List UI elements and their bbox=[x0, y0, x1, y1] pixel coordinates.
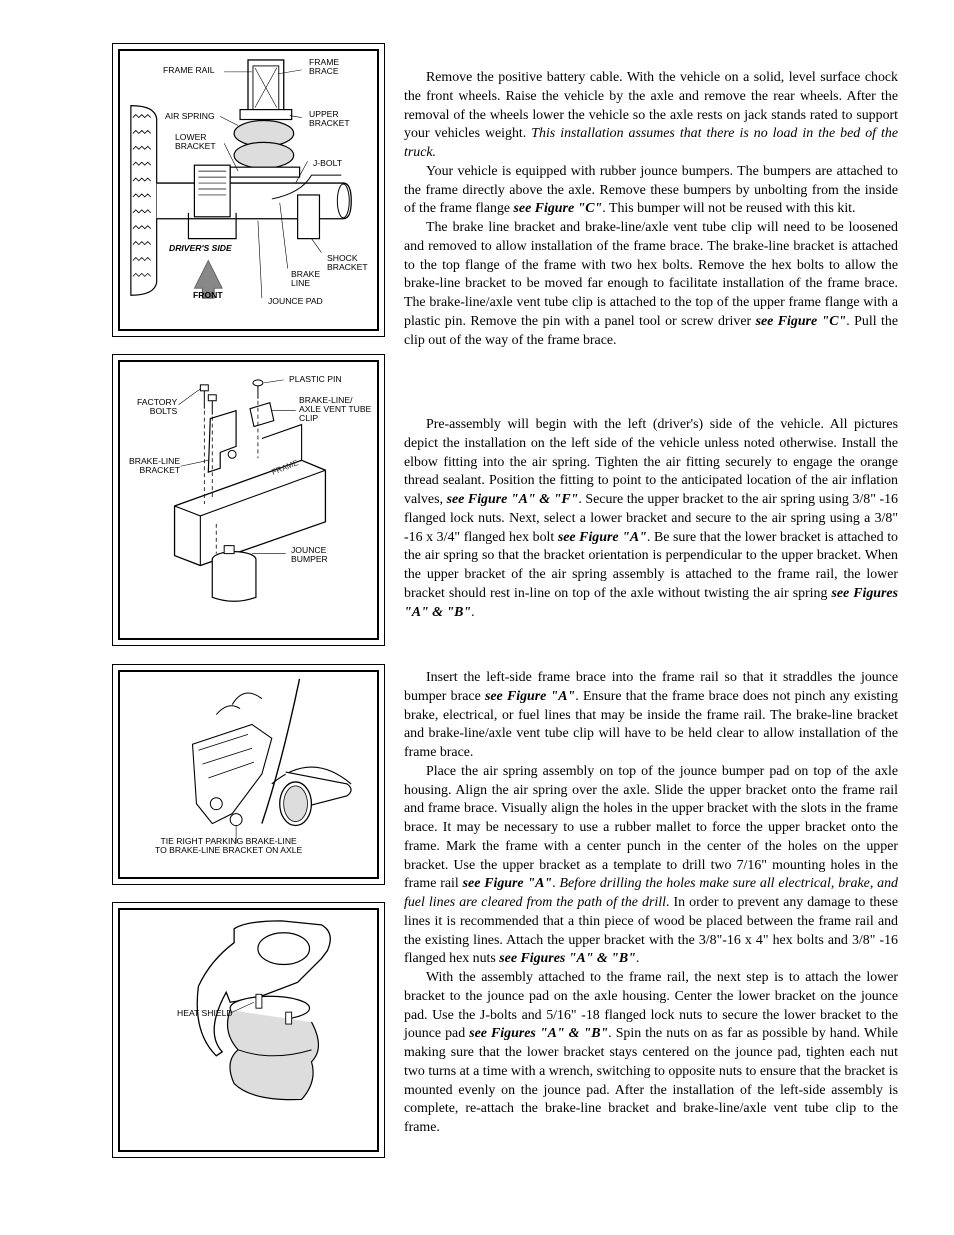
label-brake-line: BRAKE LINE bbox=[291, 269, 321, 288]
figure-reference: see Figure "C" bbox=[755, 313, 847, 329]
paragraph-lower-bracket bbox=[404, 969, 898, 1138]
label-air-spring: AIR SPRING bbox=[165, 111, 215, 121]
text-run: Your vehicle is equipped with rubber jounce bumpers. The bumpers are attached to the frame directly above the axle. Remove these bumpers by unbolting from the inside of the frame flange bbox=[404, 163, 898, 217]
text-run: . Be sure that the lower bracket is attached to the air spring so that the bracket orientation is perpendicular to the upper bracket. When the upper bracket of the air spring assembly is attached to the frame rail, the lower bracket should rest in-line on top of the axle without twisting the air spring bbox=[404, 529, 898, 601]
label-upper-bracket: UPPER BRACKET bbox=[309, 109, 350, 128]
label-jounce-pad: JOUNCE PAD bbox=[268, 296, 323, 306]
label-front: FRONT bbox=[193, 290, 223, 300]
text-run: . bbox=[635, 951, 640, 967]
label-frame-rail: FRAME RAIL bbox=[163, 65, 215, 75]
text-run: Place the air spring assembly on top of the jounce bumper pad on top of the axle housing. Align the air spring over the axle. Slide the upper bracket onto the frame rail and frame brace. Visually align the holes in the upper bracket with the slots in the frame brace. It may be necessary to use a rubber mallet to force the upper bracket onto the frame. Mark the frame with a center punch in the center of the holes on the upper bracket. Use the upper bracket as a template to drill two 7/16" mounting holes in the frame rail bbox=[404, 763, 898, 892]
text-run: . This bumper will not be reused with this kit. bbox=[602, 201, 856, 217]
heat-shield-air-spring-drawing bbox=[113, 903, 384, 1157]
figure-reference: see Figure "C" bbox=[513, 201, 603, 217]
text-run: With the assembly attached to the frame rail, the next step is to attach the lower bracket to the jounce pad on the axle housing. Center the lower bracket on the jounce pad. Use the J-bolts and 5/16" -18 flanged lock nuts to secure the lower bracket to the jounce pad bbox=[404, 970, 898, 1042]
air-spring-assembly-drawing bbox=[113, 44, 384, 336]
figure-reference: see Figures "A" & "B" bbox=[499, 951, 636, 967]
paragraph-battery-and-lift bbox=[404, 69, 898, 163]
text-run: . Spin the nuts on as far as possible by hand. While making sure that the lower bracket stays centered on the jounce pad, tighten each nut two turns at a time with a wrench, switching to opposite nuts to ensure that the bracket is mounted evenly on the jounce pad. After the installation of the left-side assembly is complete, re-attach the brake-line bracket and brake-line/axle vent tube clip to the frame. bbox=[404, 1026, 898, 1135]
figure-reference: see Figure "A" bbox=[484, 688, 576, 704]
label-lower-bracket: LOWER BRACKET bbox=[175, 132, 216, 151]
instructions-section-installation bbox=[404, 669, 898, 1138]
instructions-section-preassembly bbox=[404, 416, 898, 622]
label-heat-shield: HEAT SHIELD bbox=[177, 1008, 233, 1018]
label-brake-line-bracket: BRAKE-LINE BRACKET bbox=[129, 456, 181, 475]
text-run: The brake line bracket and brake-line/axle vent tube clip will need to be loosened and removed to allow installation of the frame brace. The brake-line bracket is attached to the top flange of the frame with two hex bolts. Remove the hex bolts to allow the brake-line bracket to be moved far enough to facilitate installation of the frame brace. The brake-line/axle vent tube clip is attached to the top of the upper frame flange with a plastic pin. Remove the pin with a panel tool or screw driver bbox=[404, 220, 898, 329]
paragraph-jounce-bumpers bbox=[404, 163, 898, 219]
figure-reference: see Figure "A" bbox=[557, 529, 647, 545]
label-plastic-pin: PLASTIC PIN bbox=[289, 374, 342, 384]
paragraph-air-spring-placement bbox=[404, 763, 898, 969]
paragraph-preassembly bbox=[404, 416, 898, 622]
note-no-load: This installation assumes that there is no load in the bed of the truck. bbox=[404, 126, 898, 160]
label-frame: FRAME bbox=[270, 458, 300, 477]
figure-heat-shield bbox=[112, 902, 385, 1158]
label-tie-parking-brake-caption: TIE RIGHT PARKING BRAKE-LINE TO BRAKE-LINE BRACKET ON AXLE bbox=[155, 836, 303, 855]
instructions-section-removal bbox=[404, 69, 898, 350]
figure-brake-line-bracket bbox=[112, 354, 385, 646]
text-run: . Secure the upper bracket to the air spring using 3/8" -16 flanged lock nuts. Next, select a lower bracket and secure to the air spring using a 3/8" -16 x 3/4" flanged hex bolt bbox=[404, 492, 898, 545]
text-run: Remove the positive battery cable. With the vehicle on a solid, level surface chock the front wheels. Raise the vehicle by the axle and remove the rear wheels. After the removal of the wheels lower the vehicle so the axle rests on jack stands rated to support your vehicles weight. bbox=[404, 70, 898, 142]
figure-reference: see Figures "A" & "B" bbox=[469, 1026, 609, 1042]
figure-reference: see Figure "A" bbox=[462, 876, 553, 892]
text-run: . Ensure that the frame brace does not pinch any existing brake, electrical, or fuel lines that may be inside the frame rail. The brake-line bracket and brake-line/axle vent tube clip will have to be held clear to allow installation of the frame brace. bbox=[404, 688, 898, 760]
text-run: . In order to prevent any damage to these lines it is recommended that a thin piece of wood be placed between the frame rail and the existing lines. Attach the upper bracket with the 3/8"-16 x 4" hex bolts and 3/8" -16 flanged hex nuts bbox=[404, 895, 898, 967]
label-brake-line-axle-clip: BRAKE-LINE/ AXLE VENT TUBE CLIP bbox=[299, 395, 372, 423]
figure-reference: see Figures "A" & "B" bbox=[404, 585, 898, 620]
figure-air-spring-overview bbox=[112, 43, 385, 337]
text-run: . Pull the clip out of the way of the frame brace. bbox=[404, 313, 898, 348]
text-run: . bbox=[552, 876, 560, 892]
label-frame-brace: FRAME BRACE bbox=[309, 57, 340, 76]
label-j-bolt: J-BOLT bbox=[313, 158, 342, 168]
label-drivers-side: DRIVER'S SIDE bbox=[169, 243, 232, 253]
text-run: Pre-assembly will begin with the left (driver's) side of the vehicle. All pictures depict the installation on the left side of the vehicle unless noted otherwise. Install the elbow fitting into the air spring. Tighten the air fitting securely to engage the orange thread sealant. Position the fitting to point to the anticipated location of the air inflation valves, bbox=[404, 417, 898, 507]
paragraph-frame-brace bbox=[404, 669, 898, 763]
warning-drilling: Before drilling the holes make sure all electrical, brake, and fuel lines are cleared from the path of the drill bbox=[404, 876, 898, 910]
label-factory-bolts: FACTORY BOLTS bbox=[137, 397, 178, 416]
paragraph-brake-line-bracket bbox=[404, 219, 898, 350]
figure-reference: see Figure "A" & "F" bbox=[446, 492, 579, 507]
figure-parking-brake-line bbox=[112, 664, 385, 885]
label-jounce-bumper: JOUNCE BUMPER bbox=[291, 545, 328, 564]
text-run: . bbox=[471, 604, 475, 620]
text-run: Insert the left-side frame brace into the frame rail so that it straddles the jounce bumper brace bbox=[404, 670, 898, 704]
label-shock-bracket: SHOCK BRACKET bbox=[327, 253, 368, 272]
